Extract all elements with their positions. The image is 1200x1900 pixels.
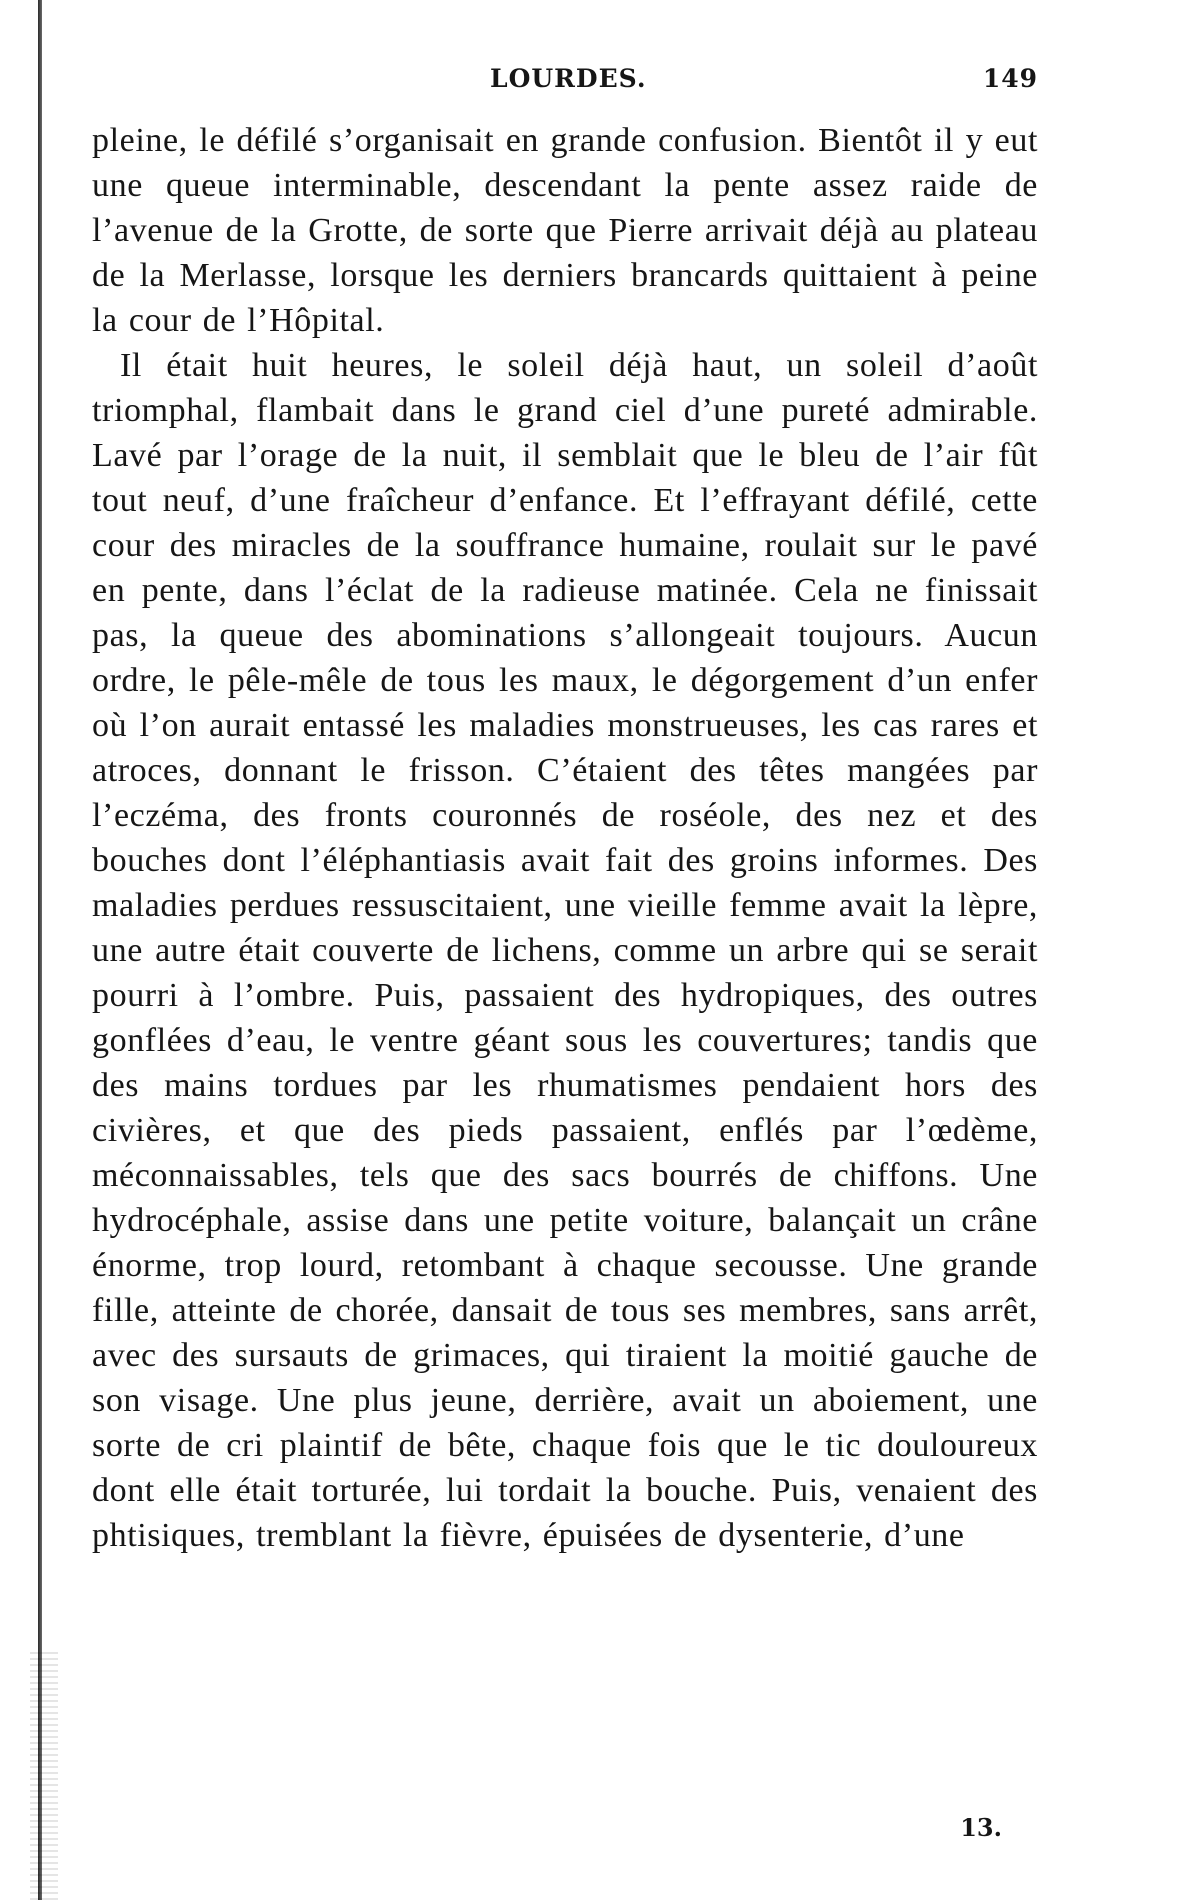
binding-shadow (30, 1650, 58, 1900)
running-head (92, 60, 1038, 104)
body-text (92, 118, 1038, 1558)
paragraph: Il était huit heures, le soleil déjà haut, un soleil d’août triomphal, flambait dans le grand ciel d’une pureté admirable. Lavé par l’orage de la nuit, il semblait que le bleu de l’air fût tout neuf, d’une fraîcheur d’enfance. Et l’effrayant défilé, cette cour des miracles de la souffrance humaine, roulait sur le pavé en pente, dans l’éclat de la radieuse matinée. Cela ne finissait pas, la queue des abominations s’allongeait toujours. Aucun ordre, le pêle-mêle de tous les maux, le dégorgement d’un enfer où l’on aurait entassé les maladies monstrueuses, les cas rares et atroces, donnant le frisson. C’étaient des têtes mangées par l’eczéma, des fronts couronnés de roséole, des nez et des bouches dont l’éléphantiasis avait fait des groins informes. Des maladies perdues ressuscitaient, une vieille femme avait la lèpre, une autre était couverte de lichens, comme un arbre qui se serait pourri à l’ombre. Puis, passaient des hydropiques, des outres gonflées d’eau, le ventre géant sous les couvertures; tandis que des mains tordues par les rhumatismes pendaient hors des civières, et que des pieds passaient, enflés par l’œdème, méconnaissables, tels que des sacs bourrés de chiffons. Une hydrocéphale, assise dans une petite voiture, balançait un crâne énorme, trop lourd, retombant à chaque secousse. Une grande fille, atteinte de chorée, dansait de tous ses membres, sans arrêt, avec des sursauts de grimaces, qui tiraient la moitié gauche de son visage. Une plus jeune, derrière, avait un aboiement, une sorte de cri plaintif de bête, chaque fois que le tic douloureux dont elle était torturée, lui tordait la bouche. Puis, venaient des phtisiques, tremblant la fièvre, épuisées de dysenterie, d’une (92, 347, 1038, 1554)
signature-mark: 13. (960, 1813, 1002, 1842)
paragraph-continued: pleine, le défilé s’organisait en grande confusion. Bientôt il y eut une queue interminable, descendant la pente assez raide de l’avenue de la Grotte, de sorte que Pierre arrivait déjà au plateau de la Merlasse, lorsque les derniers brancards quittaient à peine la cour de l’Hôpital. (92, 122, 1038, 339)
page-binding-edge (38, 0, 42, 1900)
running-head-title: LOURDES. (490, 64, 647, 93)
book-page (92, 60, 1038, 1558)
page-number: 149 (982, 64, 1038, 93)
